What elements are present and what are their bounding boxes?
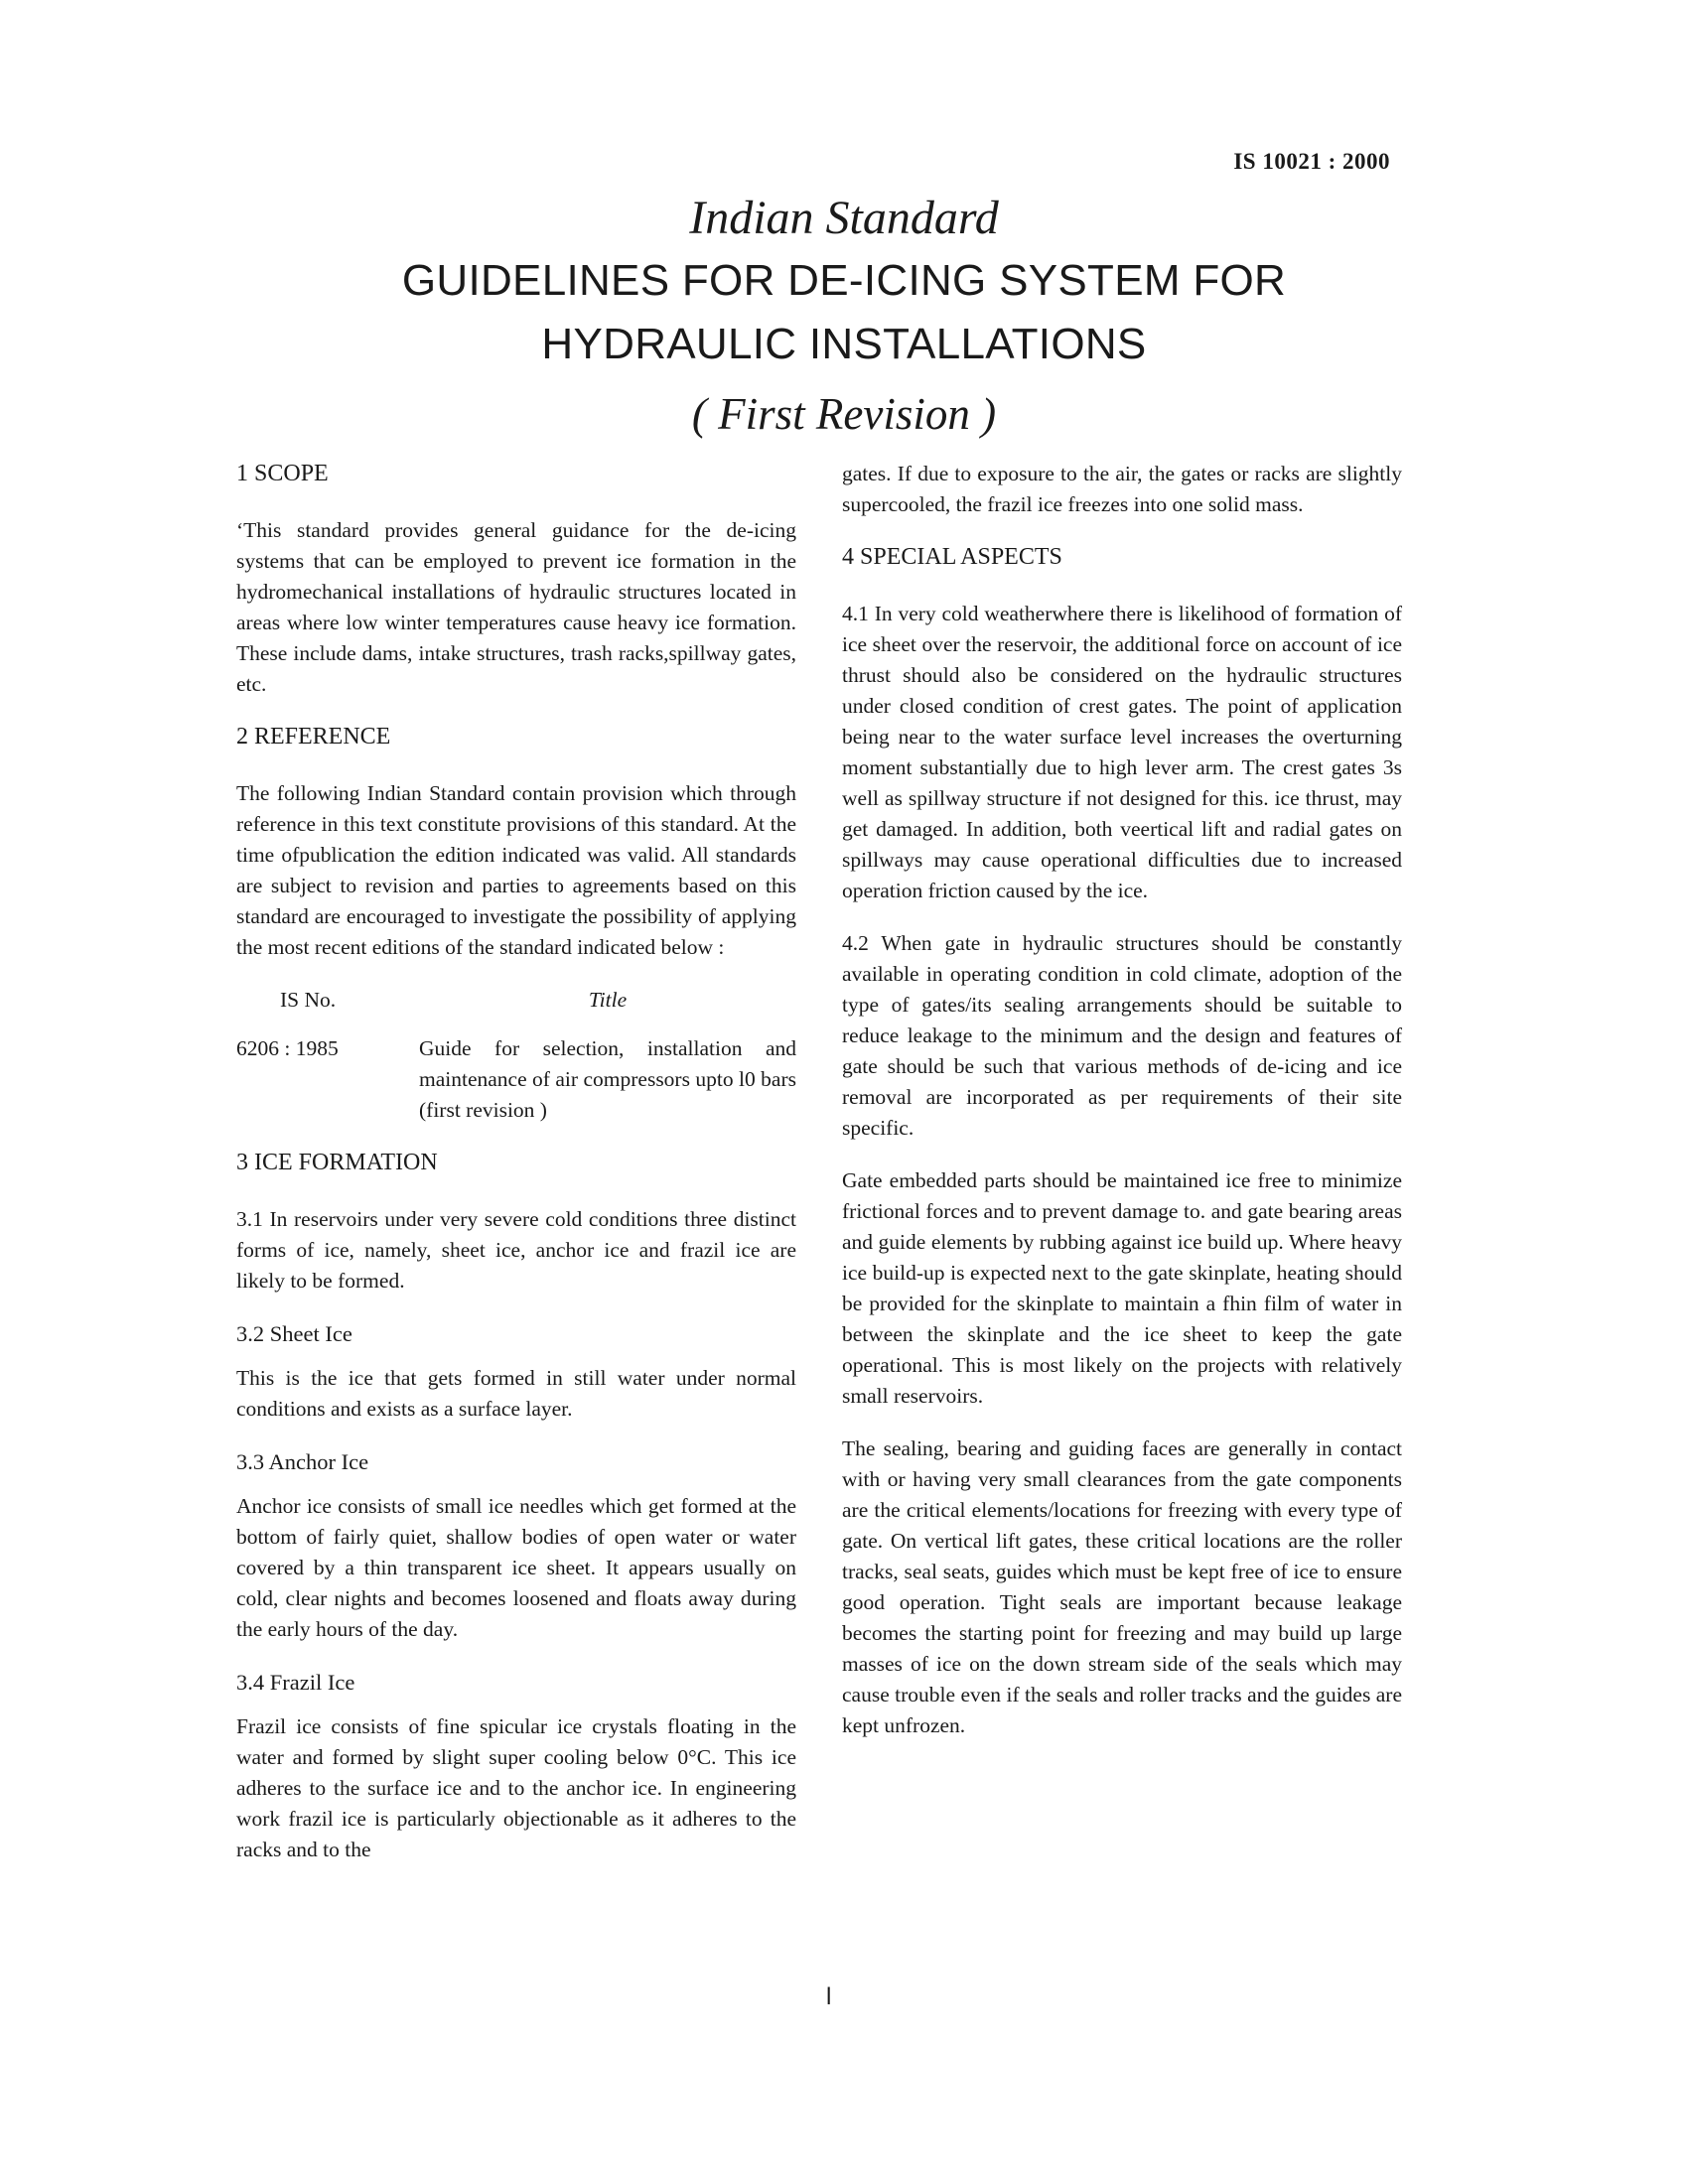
ice-formation-heading: 3 ICE FORMATION <box>236 1150 438 1175</box>
sealing-paragraph: The sealing, bearing and guiding faces are generally in contact with or having very small clearances from the gate components are the critical elements/locations for freezing with every type of gate. On vertical lift gates, these critical locations are the roller tracks, seal seats, guides which must be kept free of ice to ensure good operation. Tight seals are important because leakage becomes the starting point for freezing and may build up large masses of ice on the down stream side of the seals which may cause trouble even if the seals and roller tracks and the guides are kept unfrozen. <box>842 1436 1402 1737</box>
title-block <box>199 191 1489 440</box>
frazil-ice-continuation: gates. If due to exposure to the air, the gates or racks are slightly supercooled, the frazil ice freezes into one solid mass. <box>842 462 1402 516</box>
anchor-ice-heading: 3.3 Anchor Ice <box>236 1449 369 1474</box>
frazil-ice-paragraph: Frazil ice consists of fine spicular ice crystals floating in the water and formed by slight super cooling below 0°C. This ice adheres to the surface ice and to the anchor ice. In engineering work frazil ice is particularly objectionable as it adheres to the racks and to the <box>236 1714 796 1861</box>
title-main-line2: HYDRAULIC INSTALLATIONS <box>541 320 1147 368</box>
anchor-ice-paragraph: Anchor ice consists of small ice needles which get formed at the bottom of fairly quiet, shallow bodies of open water or water covered by a thin transparent ice sheet. It appears usually on cold, clear nights and becomes loosened and floats away during the early hours of the day. <box>236 1494 796 1641</box>
sheet-ice-paragraph: This is the ice that gets formed in still water under normal conditions and exists as a surface layer. <box>236 1366 796 1421</box>
ref-title: Guide for selection, installation and maintenance of air compressors upto l0 bars (first revision ) <box>419 1036 796 1122</box>
page-number: l <box>826 1983 832 2010</box>
special-aspects-heading: 4 SPECIAL ASPECTS <box>842 544 1062 570</box>
clause-3-1: 3.1 In reservoirs under very severe cold conditions three distinct forms of ice, namely, sheet ice, anchor ice and frazil ice are likely to be formed. <box>236 1207 796 1293</box>
col-header-is-no: IS No. <box>280 988 337 1012</box>
title-main-line1: GUIDELINES FOR DE-ICING SYSTEM FOR <box>401 256 1287 305</box>
ref-is-number: 6206 : 1985 <box>236 1036 339 1060</box>
reference-paragraph: The following Indian Standard contain provision which through reference in this text constitute provisions of this standard. At the time ofpublication the edition indicated was valid. All standards are subject to revision and parties to agreements based on this standard are encouraged to investigate the possibility of applying the most recent editions of the standard indicated below : <box>236 781 796 959</box>
standard-number: IS 10021 : 2000 <box>1233 149 1390 174</box>
left-column <box>236 459 796 1887</box>
clause-4-1: 4.1 In very cold weatherwhere there is likelihood of formation of ice sheet over the reservoir, the additional force on account of ice thrust should also be considered on the hydraulic structures under closed condition of crest gates. The point of application being near to the water surface level increases the overturning moment substantially due to high lever arm. The crest gates 3s well as spillway structure if not designed for this. ice thrust, may get damaged. In addition, both veertical lift and radial gates on spillways may cause operational difficulties due to increased operation friction caused by the ice. <box>842 602 1402 902</box>
scope-paragraph: ‘This standard provides general guidance for the de-icing systems that can be employed to prevent ice formation in the hydromechanical installations of hydraulic structures located in areas where low winter temperatures cause heavy ice formation. These include dams, intake structures, trash racks,spillway gates, etc. <box>236 518 796 696</box>
reference-table <box>236 985 796 1126</box>
table-row <box>236 1033 796 1126</box>
title-indian-standard: Indian Standard <box>689 192 999 244</box>
col-header-title: Title <box>588 988 628 1012</box>
title-revision: ( First Revision ) <box>691 389 997 439</box>
frazil-ice-heading: 3.4 Frazil Ice <box>236 1670 355 1695</box>
embedded-parts-paragraph: Gate embedded parts should be maintained ice free to minimize frictional forces and to prevent damage to. and gate bearing areas and guide elements by rubbing against ice build up. Where heavy ice build-up is expected next to the gate skinplate, heating should be provided for the skinplate to maintain a fhin film of water in between the skinplate and the ice sheet to keep the gate operational. This is most likely on the projects with relatively small reservoirs. <box>842 1168 1402 1408</box>
reference-table-header <box>236 985 796 1016</box>
sheet-ice-heading: 3.2 Sheet Ice <box>236 1321 352 1346</box>
clause-4-2: 4.2 When gate in hydraulic structures should be constantly available in operating condition in cold climate, adoption of the type of gates/its sealing arrangements should be suitable to reduce leakage to the minimum and the design and features of gate should be such that various methods of de-icing and ice removal are incorporated as per requirements of their site specific. <box>842 931 1402 1140</box>
reference-heading: 2 REFERENCE <box>236 724 391 750</box>
scope-heading: 1 SCOPE <box>236 461 329 486</box>
right-column <box>842 459 1402 1763</box>
